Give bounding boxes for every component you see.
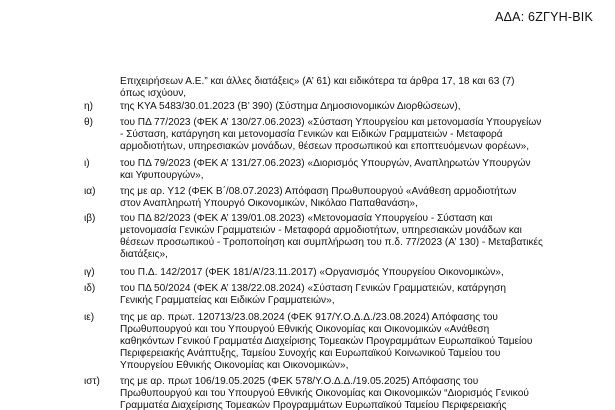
item-text [120,283,590,307]
item-text [120,376,590,410]
item-text [120,158,590,182]
text-line: Περιφερειακής Ανάπτυξης, Ταμείου Συνοχής και Ευρωπαϊκού Κοινωνικού Ταμείου του [120,348,501,360]
text-line: της με αρ. πρωτ 106/19.05.2025 (ΦΕΚ 578/Υ.Ο.Δ.Δ./19.05.2025) Απόφασης του [120,376,479,387]
item-text [120,186,590,210]
text-line: του ΠΔ 79/2023 (ΦΕΚ Α’ 131/27.06.2023) «Διορισμός Υπουργών, Αναπληρωτών Υπουργών [120,158,531,169]
item-number: ιβ) [84,213,96,224]
text-line: καθηκόντων Γενικού Γραμματέα Διαχείρισης Τομεακών Προγραμμάτων Ευρωπαϊκού Ταμείου [120,336,533,348]
item-number: ιστ) [84,376,100,387]
item-number: θ) [84,117,93,128]
text-line: - Σύσταση, κατάργηση και μετονομασία Γενικών και Ειδικών Γραμματειών - Μεταφορά [120,129,503,141]
text-line: του ΠΔ 77/2023 (ΦΕΚ Α’ 130/27.06.2023) «Σύσταση Υπουργείου και μετονομασία Υπουργείων [120,117,542,128]
item-number: ιγ) [84,267,95,278]
item-text [120,213,590,261]
item-number: ια) [84,186,96,197]
item-text [120,101,590,113]
item-number: η) [84,101,93,112]
text-line: και Υφυπουργών», [120,170,204,182]
item-text [120,117,590,153]
item-number: ιδ) [84,283,96,294]
text-line: του Π.Δ. 142/2017 (ΦΕΚ 181/Α’/23.11.2017) «Οργανισμός Υπουργείου Οικονομικών», [120,267,504,278]
item-text [120,267,590,279]
text-line: θέσεων προσωπικού - Τροποποίηση και συμπλήρωση του π.δ. 77/2023 (Α’ 130) - Μεταβατικές [120,237,543,249]
text-line: Γενικής Γραμματείας και Ειδικών Γραμματειών», [120,295,335,307]
text-line: Επιχειρήσεων Α.Ε.” και άλλες διατάξεις» (Α’ 61) και ειδικότερα τα άρθρα 17, 18 και 63 (7) [120,76,515,87]
item-number: ι) [84,158,90,169]
continuation-text [120,76,590,100]
text-line: Πρωθυπουργού και του Υπουργού Εθνικής Οικονομίας και Οικονομικών “Διορισμός Γενικού [120,388,529,400]
text-line: διατάξεις», [120,249,168,261]
text-line: Γραμματέα Διαχείρισης Τομεακών Προγραμμάτων Ευρωπαϊκού Ταμείου Περιφερειακής [120,400,507,410]
text-line: της ΚΥΑ 5483/30.01.2023 (Β’ 390) (Σύστημα Δημοσιονομικών Διορθώσεων), [120,101,461,112]
text-line: Υπουργείου Εθνικής Οικονομίας και Οικονομικών», [120,360,349,372]
text-line: αρμοδιοτήτων, υπηρεσιακών μονάδων, θέσεων προσωπικού και εποπτευόμενων φορέων», [120,141,530,153]
text-line: του ΠΔ 50/2024 (ΦΕΚ Α’ 138/22.08.2024) «Σύσταση Γενικών Γραμματειών, κατάργηση [120,283,506,294]
text-line: του ΠΔ 82/2023 (ΦΕΚ Α’ 139/01.08.2023) «Μετονομασία Υπουργείου - Σύσταση και [120,213,493,224]
ada-code: ΑΔΑ: 6ΖΓΥΗ-ΒΙΚ [495,10,593,24]
item-text [120,312,590,372]
text-line: της με αρ. Υ12 (ΦΕΚ Β΄/08.07.2023) Απόφαση Πρωθυπουργού «Ανάθεση αρμοδιοτήτων [120,186,517,197]
text-line: στον Αναπληρωτή Υπουργό Οικονομικών, Νικόλαο Παπαθανάση», [120,198,418,210]
item-number: ιε) [84,312,95,323]
text-line: όπως ισχύουν, [120,88,187,100]
text-line: Πρωθυπουργού και του Υπουργού Εθνικής Οικονομίας και Οικονομικών «Ανάθεση [120,324,490,336]
text-line: μετονομασία Γενικών Γραμματειών - Μεταφορά αρμοδιοτήτων, υπηρεσιακών μονάδων και [120,225,522,237]
text-line: της με αρ. πρωτ. 120713/23.08.2024 (ΦΕΚ 917/Υ.Ο.Δ.Δ./23.08.2024) Απόφασης του [120,312,498,323]
